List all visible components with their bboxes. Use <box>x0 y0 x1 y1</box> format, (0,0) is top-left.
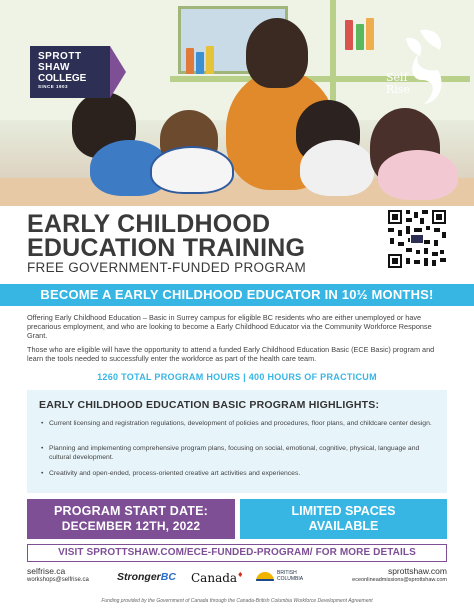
child-figure <box>378 150 458 200</box>
headline-banner: BECOME A EARLY CHILDHOOD EDUCATOR IN 10½ MONTHS! <box>0 284 474 306</box>
bc-sun-icon <box>256 572 274 581</box>
highlight-item: • Current licensing and registration regulations, development of policies and procedures, floor plans, and childcare center design. <box>41 420 436 429</box>
sprottshaw-contact <box>352 566 447 583</box>
highlights-title: EARLY CHILDHOOD EDUCATION BASIC PROGRAM HIGHLIGHTS: <box>39 399 380 411</box>
title-line: EARLY CHILDHOOD <box>27 210 271 238</box>
selfrise-line: Self <box>386 71 408 84</box>
funding-disclaimer: Funding provided by the Government of Canada through the Canada-British Columbia Workforce Development Agreement <box>101 598 373 604</box>
selfrise-logo <box>384 24 454 108</box>
hero-photo <box>0 0 474 206</box>
canada-wordmark <box>191 571 243 585</box>
book <box>206 46 214 74</box>
child-figure <box>300 140 374 196</box>
canada-text: Canada <box>191 571 238 585</box>
limited-spaces-box <box>240 499 447 539</box>
highlight-item: • Creativity and open-ended, process-oriented creative art activities and experiences. <box>41 470 436 479</box>
limited-spaces-line: AVAILABLE <box>308 519 379 533</box>
maple-leaf-icon: ♦ <box>237 571 244 579</box>
qr-code-icon <box>386 208 448 270</box>
intro-paragraph: Offering Early Childhood Education – Basic in Surrey campus for eligible BC residents who are either unemployed or have precarious employment, and who are looking to become a Early Childhood Educator via the Community Workforce Response Grant. <box>27 313 432 340</box>
teacher-head <box>246 18 308 88</box>
book <box>196 52 204 74</box>
sprott-shaw-logo <box>30 46 110 98</box>
book <box>366 18 374 50</box>
program-hours: 1260 TOTAL PROGRAM HOURS | 400 HOURS OF PRACTICUM <box>97 372 377 382</box>
stronger-bc-logo <box>117 571 176 583</box>
visit-link[interactable]: VISIT SPROTTSHAW.COM/ECE-FUNDED-PROGRAM/ FOR MORE DETAILS <box>27 544 447 562</box>
sprottshaw-email-link[interactable]: eceonlineadmissions@sprottshaw.com <box>352 577 447 583</box>
bc-government-logo <box>256 571 303 582</box>
book <box>356 24 364 50</box>
bc-text: BRITISH <box>277 570 297 576</box>
selfrise-site-link[interactable]: selfrise.ca <box>27 566 66 576</box>
selfrise-line: Rise <box>386 83 410 96</box>
title-line: EDUCATION TRAINING <box>27 234 306 262</box>
start-date-label: PROGRAM START DATE: <box>53 504 209 518</box>
stronger-text: Stronger <box>117 571 161 583</box>
selfrise-wordmark <box>386 72 410 96</box>
limited-spaces-line: LIMITED SPACES <box>291 504 396 518</box>
selfrise-contact <box>27 566 89 583</box>
qr-code[interactable] <box>386 208 448 270</box>
logo-text: SHAW <box>38 62 70 73</box>
logo-text: SPROTT <box>38 51 82 62</box>
book <box>186 48 194 74</box>
logo-text: SINCE 1903 <box>38 84 69 89</box>
book <box>345 20 353 50</box>
start-date-box <box>27 499 235 539</box>
highlights-panel <box>27 390 447 493</box>
child-figure <box>150 146 234 194</box>
logo-text: COLLEGE <box>38 73 87 84</box>
sprottshaw-site-link[interactable]: sprottshaw.com <box>387 566 447 576</box>
page-subtitle: FREE GOVERNMENT-FUNDED PROGRAM <box>27 260 307 275</box>
page-title <box>27 212 305 260</box>
eligibility-paragraph: Those who are eligible will have the opportunity to attend a funded Early Childhood Education Basic (ECE Basic) program and learn the tools needed to successfully enter the workforce as part of the health care team. <box>27 345 435 363</box>
start-date-value: DECEMBER 12TH, 2022 <box>61 519 201 533</box>
selfrise-email-link[interactable]: workshops@selfrise.ca <box>27 577 89 583</box>
highlight-item: • Planning and implementing comprehensive program plans, focusing on social, emotional, cognitive, physical, language and cultural development. <box>41 445 436 462</box>
bc-text: COLUMBIA <box>277 575 304 582</box>
stronger-bc-text: BC <box>160 571 176 583</box>
